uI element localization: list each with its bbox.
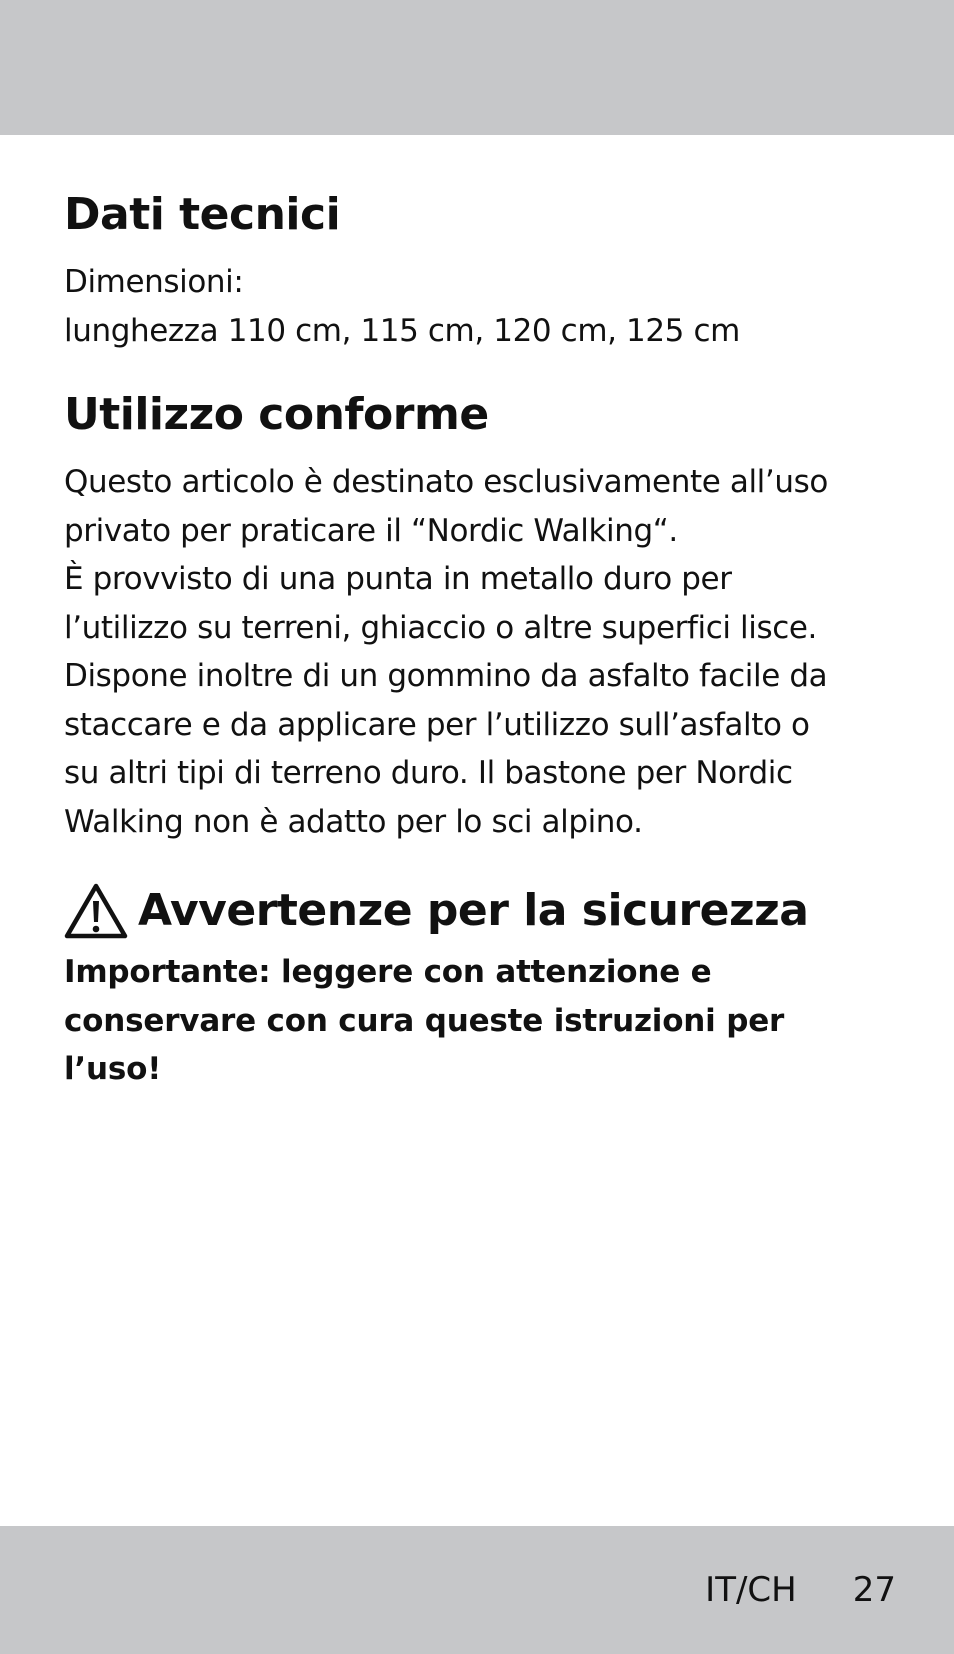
text-line: l’uso! (64, 1051, 162, 1087)
page-footer (705, 1566, 896, 1614)
text-line: È provvisto di una punta in metallo duro per (64, 561, 732, 597)
text-line: Importante: leggere con attenzione e (64, 954, 712, 990)
text-line: conservare con cura queste istruzioni per (64, 1002, 785, 1039)
text-line: privato per praticare il “Nordic Walking“. (64, 512, 678, 549)
text-line: Dimensioni: (64, 264, 244, 300)
paragraph-utilizzo-conforme (64, 458, 828, 846)
paragraph-dati-tecnici (64, 258, 740, 355)
page-number: 27 (852, 1570, 896, 1610)
text-line: Dispone inoltre di un gommino da asfalto facile da (64, 658, 828, 694)
footer-locale: IT/CH (705, 1570, 797, 1610)
header-band (0, 0, 954, 135)
heading-dati-tecnici: Dati tecnici (64, 189, 341, 240)
text-line: l’utilizzo su terreni, ghiaccio o altre superfici lisce. (64, 609, 817, 646)
heading-utilizzo-conforme: Utilizzo conforme (64, 389, 489, 440)
heading-avvertenze (64, 882, 808, 940)
text-line: Walking non è adatto per lo sci alpino. (64, 803, 643, 840)
warning-triangle-icon (64, 882, 128, 940)
paragraph-importante (64, 948, 784, 1094)
text-line: su altri tipi di terreno duro. Il bastone per Nordic (64, 755, 793, 791)
heading-avvertenze-text: Avvertenze per la sicurezza (138, 885, 809, 936)
text-line: staccare e da applicare per l’utilizzo sull’asfalto o (64, 706, 810, 743)
text-line: Questo articolo è destinato esclusivamente all’uso (64, 464, 828, 500)
text-line: lunghezza 110 cm, 115 cm, 120 cm, 125 cm (64, 312, 740, 349)
